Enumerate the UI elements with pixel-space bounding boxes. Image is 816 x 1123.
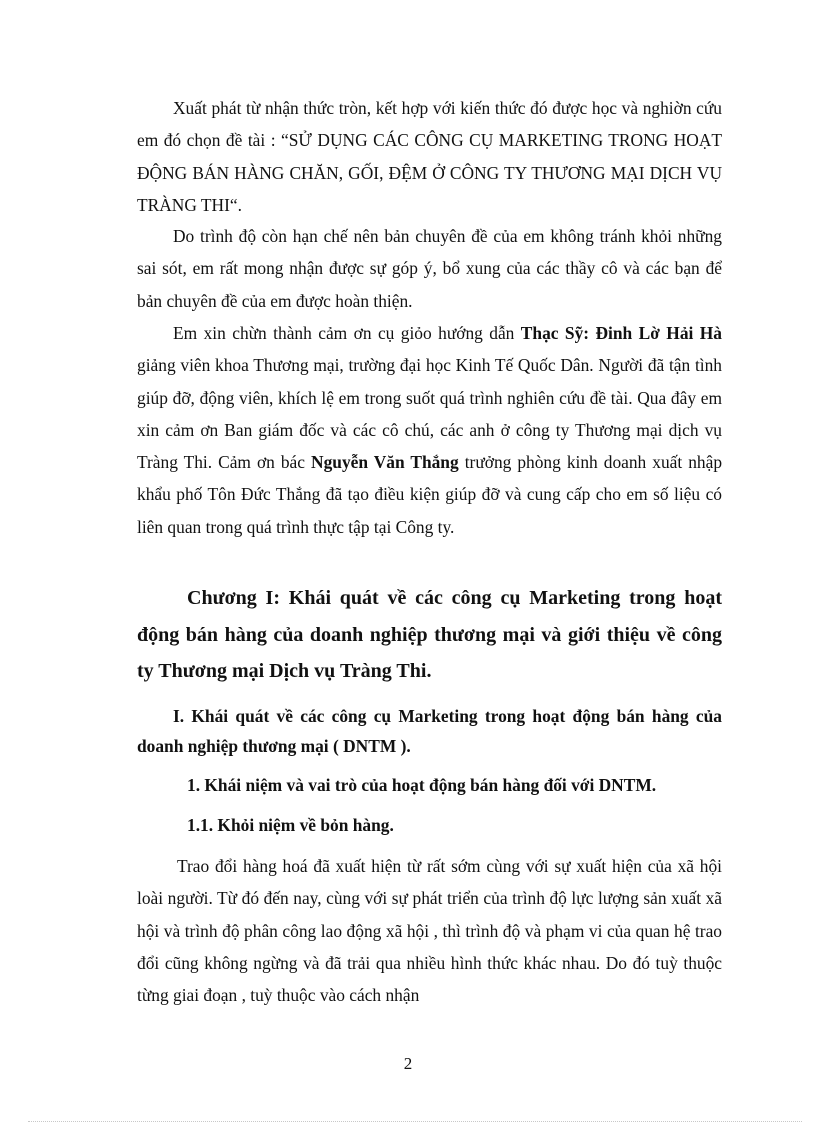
ack-text-3: trưởng phòng kinh doanh xuất nhập khẩu phố Tôn Đức Thắng đã tạo điều kiện giúp đỡ và cung cấp cho em số liệu có liên quan trong quá trình thực tập tại Công ty. (137, 452, 723, 537)
subsection-heading: 1. Khái niệm và vai trò của hoạt động bán hàng đối với DNTM. (187, 775, 657, 795)
paragraph-apology: Do trình độ còn hạn chế nên bản chuyên đề của em không tránh khỏi những sai sót, em rất mong nhận được sự góp ý, bổ xung của các thầy cô và các bạn để bản chuyên đề của em được hoàn thiện. (137, 226, 722, 311)
ack-text-1: Em xin chừn thành cảm ơn cụ giỏo hướng dẫn (173, 323, 521, 343)
page-number: 2 (403, 1054, 413, 1073)
page-bottom-rule (28, 1121, 802, 1122)
paragraph-acknowledgement (137, 317, 722, 543)
paragraph-trade-history: Trao đổi hàng hoá đã xuất hiện từ rất sớm cùng với sự xuất hiện của xã hội loài người. Từ đó đến nay, cùng với sự phát triển của trình độ lực lượng sản xuất xã hội và trình độ phân công lao động xã hội , thì trình độ và phạm vi của quan hệ trao đổi cũng không ngừng và đã trải qua nhiều hình thức khác nhau. Do đó tuỳ thuộc từng giai đoạn , tuỳ thuộc vào cách nhận (137, 856, 722, 1006)
paragraph-topic-choice: Xuất phát từ nhận thức tròn, kết hợp với kiến thức đó được học và nghiờn cứu em đó chọn đề tài : “SỬ DỤNG CÁC CÔNG CỤ MARKETING TRONG HOẠT ĐỘNG BÁN HÀNG CHĂN, GỐI, ĐỆM Ở CÔNG TY THƯƠNG MẠI DỊCH VỤ TRÀNG THI“. (137, 98, 722, 215)
chapter-heading: Chương I: Khái quát về các công cụ Marketing trong hoạt động bán hàng của doanh nghiệp thương mại và giới thiệu về công ty Thương mại Dịch vụ Tràng Thi. (137, 587, 722, 682)
manager-name: Nguyễn Văn Thắng (311, 452, 459, 473)
advisor-name: Thạc Sỹ: Đinh Lờ Hải Hà (520, 323, 722, 343)
ack-text-2: giảng viên khoa Thương mại, trường đại học Kinh Tế Quốc Dân. Người đã tận tình giúp đỡ, động viên, khích lệ em trong suốt quá trình nghiên cứu đề tài. Qua đây em xin cảm ơn Ban giám đốc và các cô chú, các anh ở công ty Thương mại dịch vụ Tràng Thi. Cảm ơn bác (137, 355, 722, 473)
subsubsection-heading: 1.1. Khỏi niệm về bỏn hàng. (187, 815, 394, 835)
section-heading: I. Khái quát về các công cụ Marketing trong hoạt động bán hàng của doanh nghiệp thương mại ( DNTM ). (137, 706, 722, 756)
